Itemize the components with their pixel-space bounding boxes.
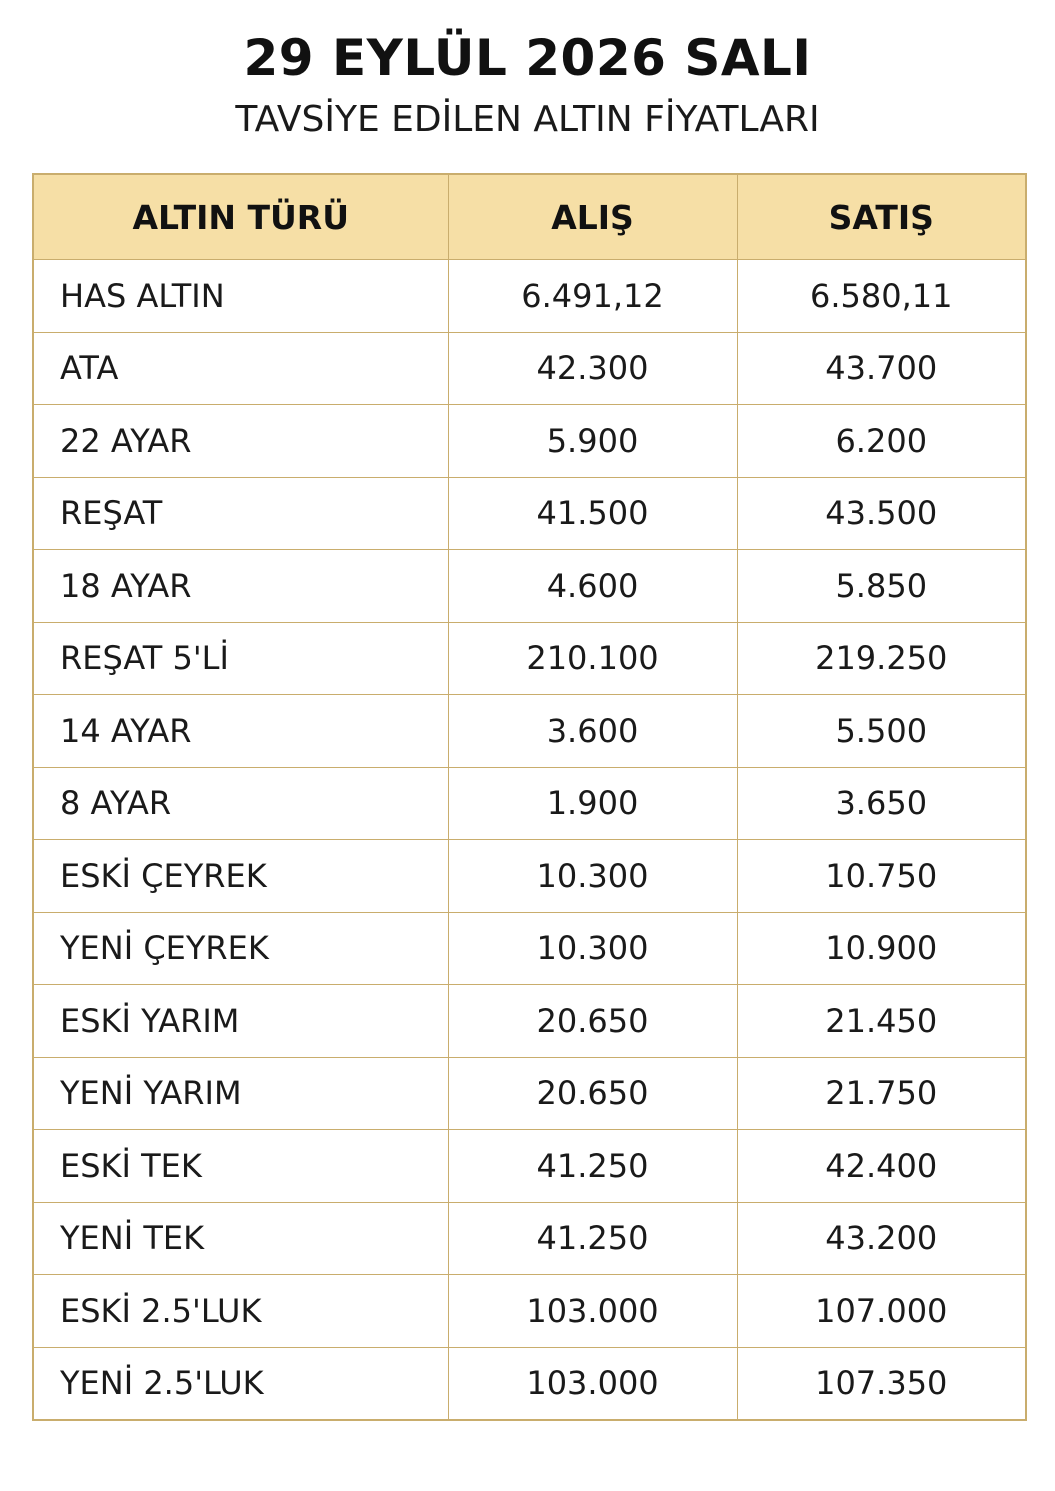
sell-price-cell: 6.580,11 [737, 260, 1026, 333]
gold-type-cell: 22 AYAR [33, 405, 448, 478]
gold-price-table [32, 173, 1027, 1421]
gold-type-cell: YENİ YARIM [33, 1057, 448, 1130]
buy-price-cell: 6.491,12 [448, 260, 737, 333]
table-row [33, 1275, 1026, 1348]
table-row [33, 1057, 1026, 1130]
table-row [33, 1347, 1026, 1420]
buy-price-cell: 20.650 [448, 985, 737, 1058]
buy-price-cell: 41.250 [448, 1130, 737, 1203]
buy-price-cell: 10.300 [448, 840, 737, 913]
table-row [33, 985, 1026, 1058]
gold-type-cell: HAS ALTIN [33, 260, 448, 333]
gold-type-cell: YENİ 2.5'LUK [33, 1347, 448, 1420]
gold-type-cell: 18 AYAR [33, 550, 448, 623]
page-subtitle: TAVSİYE EDİLEN ALTIN FİYATLARI [235, 99, 820, 140]
table-row [33, 332, 1026, 405]
column-header-gold-type: ALTIN TÜRÜ [33, 174, 448, 260]
gold-type-cell: 14 AYAR [33, 695, 448, 768]
sell-price-cell: 21.450 [737, 985, 1026, 1058]
gold-type-cell: YENİ ÇEYREK [33, 912, 448, 985]
buy-price-cell: 103.000 [448, 1275, 737, 1348]
table-row [33, 1130, 1026, 1203]
gold-type-cell: ESKİ TEK [33, 1130, 448, 1203]
sell-price-cell: 10.750 [737, 840, 1026, 913]
gold-type-cell: ATA [33, 332, 448, 405]
sell-price-cell: 42.400 [737, 1130, 1026, 1203]
gold-type-cell: REŞAT [33, 477, 448, 550]
sell-price-cell: 6.200 [737, 405, 1026, 478]
buy-price-cell: 210.100 [448, 622, 737, 695]
gold-type-cell: ESKİ 2.5'LUK [33, 1275, 448, 1348]
buy-price-cell: 42.300 [448, 332, 737, 405]
gold-type-cell: 8 AYAR [33, 767, 448, 840]
table-row [33, 260, 1026, 333]
buy-price-cell: 41.500 [448, 477, 737, 550]
table-row [33, 695, 1026, 768]
column-header-sell: SATIŞ [737, 174, 1026, 260]
buy-price-cell: 1.900 [448, 767, 737, 840]
buy-price-cell: 41.250 [448, 1202, 737, 1275]
sell-price-cell: 43.200 [737, 1202, 1026, 1275]
gold-type-cell: REŞAT 5'Lİ [33, 622, 448, 695]
sell-price-cell: 5.850 [737, 550, 1026, 623]
table-row [33, 767, 1026, 840]
sell-price-cell: 107.000 [737, 1275, 1026, 1348]
sell-price-cell: 219.250 [737, 622, 1026, 695]
table-body [33, 260, 1026, 1421]
table-row [33, 840, 1026, 913]
gold-type-cell: ESKİ ÇEYREK [33, 840, 448, 913]
page-title: 29 EYLÜL 2026 SALI [243, 29, 812, 87]
table-row [33, 405, 1026, 478]
sell-price-cell: 5.500 [737, 695, 1026, 768]
table-row [33, 912, 1026, 985]
gold-type-cell: YENİ TEK [33, 1202, 448, 1275]
buy-price-cell: 20.650 [448, 1057, 737, 1130]
column-header-buy: ALIŞ [448, 174, 737, 260]
buy-price-cell: 3.600 [448, 695, 737, 768]
table-row [33, 477, 1026, 550]
table-row [33, 1202, 1026, 1275]
table-row [33, 622, 1026, 695]
sell-price-cell: 21.750 [737, 1057, 1026, 1130]
buy-price-cell: 5.900 [448, 405, 737, 478]
sell-price-cell: 43.700 [737, 332, 1026, 405]
sell-price-cell: 3.650 [737, 767, 1026, 840]
buy-price-cell: 103.000 [448, 1347, 737, 1420]
buy-price-cell: 4.600 [448, 550, 737, 623]
table-header [33, 174, 1026, 260]
sell-price-cell: 10.900 [737, 912, 1026, 985]
table-row [33, 550, 1026, 623]
gold-type-cell: ESKİ YARIM [33, 985, 448, 1058]
sell-price-cell: 43.500 [737, 477, 1026, 550]
sell-price-cell: 107.350 [737, 1347, 1026, 1420]
buy-price-cell: 10.300 [448, 912, 737, 985]
table-header-row [33, 174, 1026, 260]
